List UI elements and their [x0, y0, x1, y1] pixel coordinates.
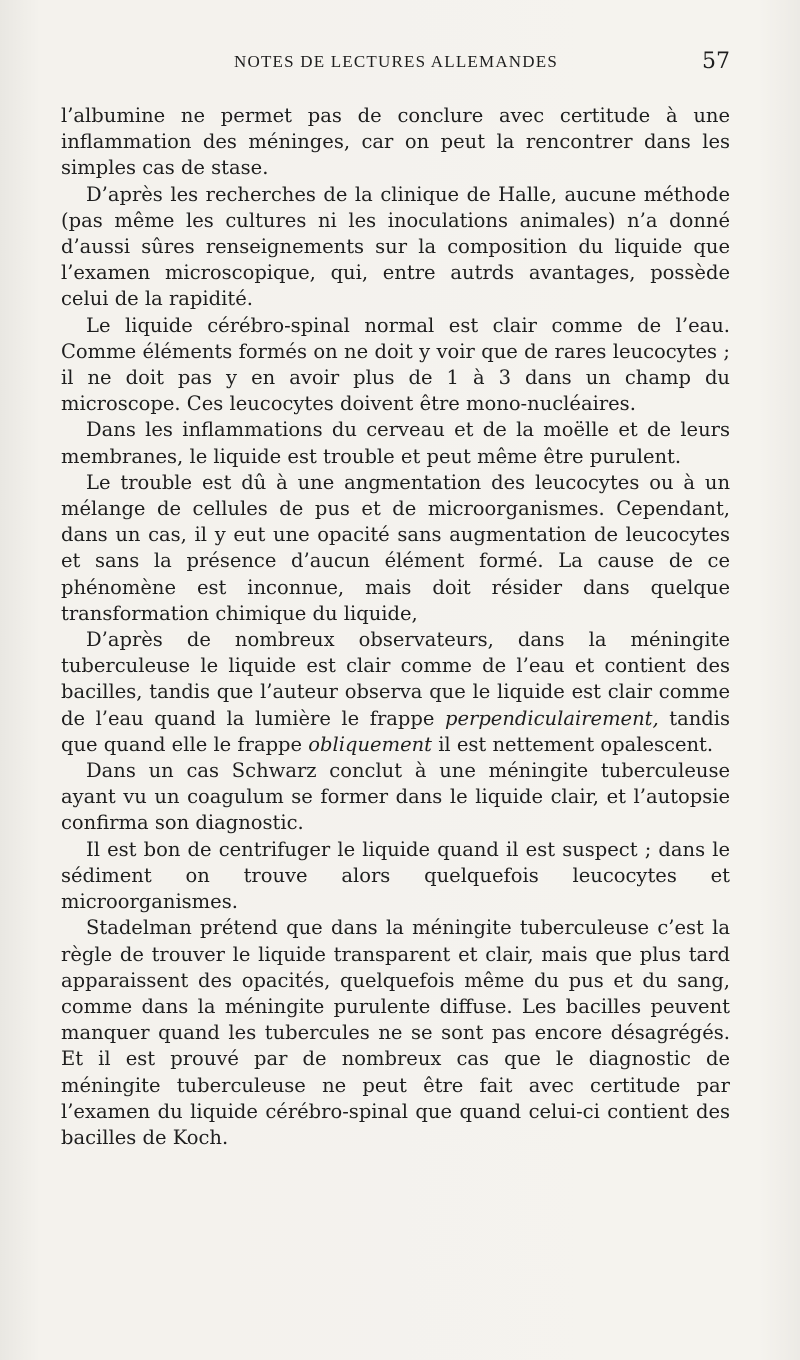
italic-text: perpendiculairement, [444, 706, 659, 730]
text-run: Dans les inflammations du cerveau et de la moëlle et de leurs membranes, le liquide est trouble et peut même être purulent. [61, 418, 730, 468]
paragraph [61, 103, 730, 182]
running-title: NOTES DE LECTURES ALLEMANDES [233, 52, 558, 71]
paragraph [61, 758, 730, 837]
paragraph [61, 313, 730, 418]
paragraph [61, 837, 730, 916]
text-run: Le liquide cérébro-spinal normal est clair comme de l’eau. Comme éléments formés on ne doit y voir que de rares leucocytes ; il ne doit pas y en avoir plus de 1 à 3 dans un champ du microscope. Ces leucocytes doivent être mono-nucléaires. [61, 313, 730, 416]
text-run: Dans un cas Schwarz conclut à une méningite tuberculeuse ayant vu un coagulum se former dans le liquide clair, et l’autopsie confirma son diagnostic. [61, 759, 730, 835]
paragraph [61, 470, 730, 627]
italic-text: obliquement [308, 732, 432, 756]
page-number: 57 [702, 49, 730, 74]
text-run: Il est bon de centrifuger le liquide quand il est suspect ; dans le sédiment on trouve alors quelquefois leucocytes et microorganismes. [61, 837, 730, 914]
paragraph [61, 915, 730, 1151]
text-run: D’après les recherches de la clinique de Halle, aucune méthode (pas même les cultures ni les inoculations animales) n’a donné d’aussi sûres renseignements sur la composition du liquide que l’examen microscopique, qui, entre autrds avantages, possède celui de la rapidité. [61, 182, 730, 311]
text-run: tandis que quand elle le frappe [61, 706, 731, 756]
paragraph [61, 627, 730, 758]
text-run: Stadelman prétend que dans la méningite tuberculeuse c’est la règle de trouver le liquide transparent et clair, mais que plus tard apparaissent des opacités, quelquefois même du pus et du sang, comme dans la méningite purulente diffuse. Les bacilles peuvent manquer quand les tubercules ne se sont pas encore désagrégés. Et il est prouvé par de nombreux cas que le diagnostic de méningite tuberculeuse ne peut être fait avec certitude par l’examen du liquide cérébro-spinal que quand celui-ci contient des bacilles de Koch. [61, 916, 730, 1149]
paragraph [61, 417, 730, 469]
text-run: Le trouble est dû à une angmentation des leucocytes ou à un mélange de cellules de pus et de microorganismes. Cependant, dans un cas, il y eut une opacité sans augmentation de leucocytes et sans la présence d’aucun élément formé. La cause de ce phénomène est inconnue, mais doit résider dans quelque transformation chimique du liquide, [61, 470, 730, 625]
body-text [61, 103, 730, 1151]
paragraph [61, 182, 730, 313]
page-header [60, 50, 732, 80]
text-run: l’albumine ne permet pas de conclure avec certitude à une inflammation des méninges, car on peut la rencontrer dans les simples cas de stase. [61, 104, 730, 180]
text-run: il est nettement opalescent. [432, 732, 714, 756]
text-run: D’après de nombreux observateurs, dans la méningite tuberculeuse le liquide est clair comme de l’eau et contient des bacilles, tandis que l’auteur observa que le liquide est clair comme de l’eau quand la lumière le frappe [61, 628, 730, 730]
